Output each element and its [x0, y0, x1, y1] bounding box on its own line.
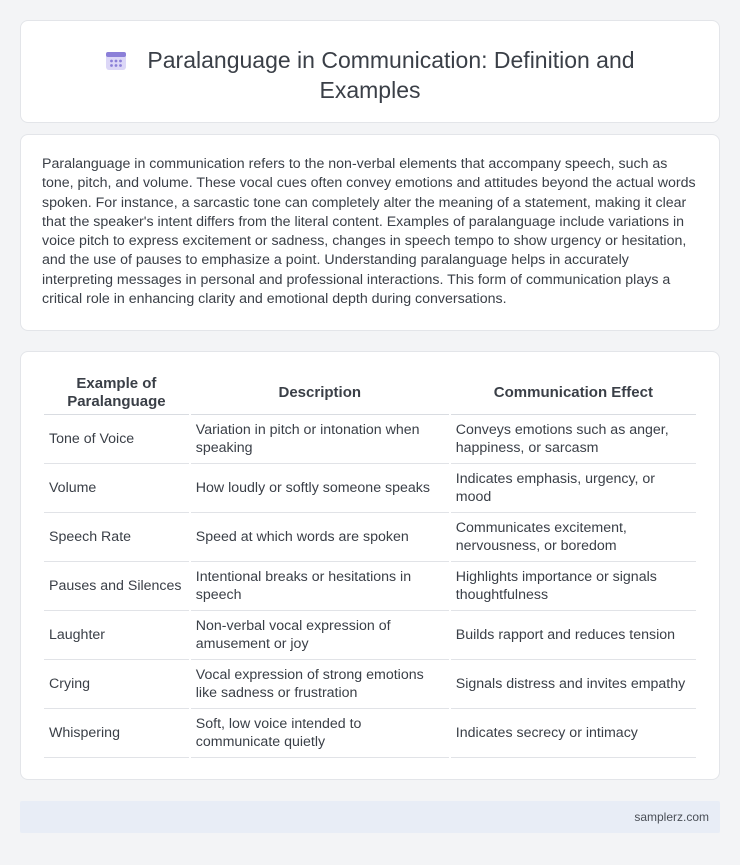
cell-example: Volume [44, 464, 189, 513]
table-row [44, 415, 696, 464]
cell-example: Crying [44, 660, 189, 709]
cell-example: Speech Rate [44, 513, 189, 562]
header-description: Description [191, 371, 449, 415]
intro-card [20, 134, 720, 331]
cell-description: Variation in pitch or intonation when speaking [191, 415, 449, 464]
footer [20, 801, 720, 833]
title-wrap [21, 45, 719, 105]
table-row [44, 562, 696, 611]
table-row [44, 709, 696, 758]
table-row [44, 611, 696, 660]
cell-effect: Signals distress and invites empathy [451, 660, 696, 709]
page-title-text: Paralanguage in Communication: Definition and Examples [147, 47, 635, 103]
cell-example: Tone of Voice [44, 415, 189, 464]
table-header-row [44, 371, 696, 415]
cell-description: Non-verbal vocal expression of amusement or joy [191, 611, 449, 660]
examples-table [42, 371, 698, 758]
header-effect: Communication Effect [451, 371, 696, 415]
intro-paragraph: Paralanguage in communication refers to the non-verbal elements that accompany speech, such as tone, pitch, and volume. These vocal cues often convey emotions and attitudes beyond the actual words spoken. For instance, a sarcastic tone can completely alter the meaning of a statement, making it clear that the speaker's intent differs from the literal content. Examples of paralanguage include variations in voice pitch to express excitement or sadness, changes in speech tempo to show urgency or hesitation, and the use of pauses to emphasize a point. Understanding paralanguage helps in accurately interpreting messages in personal and professional interactions. This form of communication plays a critical role in enhancing clarity and emotional depth during conversations. [42, 156, 696, 308]
table-row [44, 464, 696, 513]
cell-effect: Indicates secrecy or intimacy [451, 709, 696, 758]
calendar-icon [105, 49, 127, 71]
table-row [44, 513, 696, 562]
cell-example: Whispering [44, 709, 189, 758]
page-title [61, 45, 679, 105]
table-card [20, 351, 720, 780]
cell-example: Pauses and Silences [44, 562, 189, 611]
cell-effect: Communicates excitement, nervousness, or boredom [451, 513, 696, 562]
header-example: Example of Paralanguage [44, 371, 189, 415]
cell-description: Speed at which words are spoken [191, 513, 449, 562]
table-row [44, 660, 696, 709]
cell-effect: Conveys emotions such as anger, happiness, or sarcasm [451, 415, 696, 464]
cell-description: How loudly or softly someone speaks [191, 464, 449, 513]
cell-effect: Highlights importance or signals thoughtfulness [451, 562, 696, 611]
cell-description: Intentional breaks or hesitations in speech [191, 562, 449, 611]
cell-effect: Builds rapport and reduces tension [451, 611, 696, 660]
cell-description: Soft, low voice intended to communicate quietly [191, 709, 449, 758]
cell-description: Vocal expression of strong emotions like sadness or frustration [191, 660, 449, 709]
footer-site-link[interactable]: samplerz.com [634, 810, 709, 824]
cell-effect: Indicates emphasis, urgency, or mood [451, 464, 696, 513]
cell-example: Laughter [44, 611, 189, 660]
title-card [20, 20, 720, 123]
